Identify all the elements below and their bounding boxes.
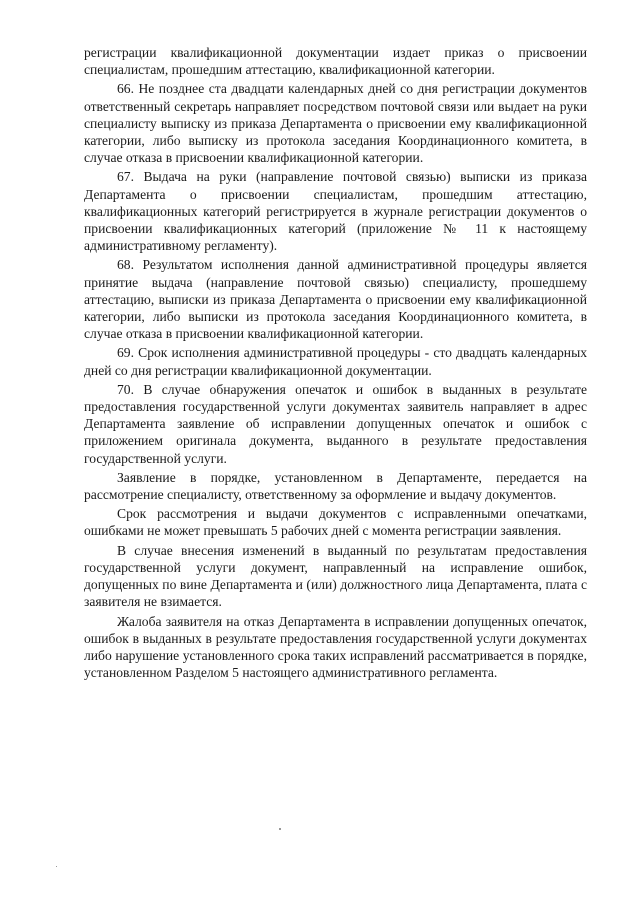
paragraph-69: 69. Срок исполнения административной процедуры - сто двадцать календарных дней со дня регистрации квалификационной документации. [84,345,587,378]
paragraph-70: 70. В случае обнаружения опечаток и ошибок в выданных в результате предоставления государственной услуги документах заявитель направляет в адрес Департамента заявление об исправлении допущенных опечаток и ошибок с приложением оригинала документа, выданного в результате предоставления государственной услуги. [84,381,587,466]
paragraph-complaint: Жалоба заявителя на отказ Департамента в исправлении допущенных опечаток, ошибок в выданных в результате предоставления государственной услуги документах либо нарушение установленного срока таких исправлений рассматривается в порядке, установленном Разделом 5 настоящего административного регламента. [84,613,587,681]
paragraph-no-fee: В случае внесения изменений в выданный по результатам предоставления государственной услуги документ, направленный на исправление ошибок, допущенных по вине Департамента и (или) должностного лица Департамента, плата с заявителя не взимается. [84,542,587,610]
paragraph-67: 67. Выдача на руки (направление почтовой связью) выписки из приказа Департамента о присвоении специалистам, прошедшим аттестацию, квалификационных категорий регистрируется в журнале регистрации документов о присвоении квалификационных категорий (приложение № 11 к настоящему административному регламенту). [84,169,587,254]
paragraph-review-period: Срок рассмотрения и выдачи документов с исправленными опечатками, ошибками не может превышать 5 рабочих дней с момента регистрации заявления. [84,506,587,539]
scan-speck [56,866,57,867]
paragraph-68: 68. Результатом исполнения данной административной процедуры является принятие выдача (направление почтовой связью) специалисту, прошедшему аттестацию, выписки из приказа Департамента о присвоении ему квалификационной категории, либо выписки из протокола заседания Координационного комитета, в случае отказа в присвоении квалификационной категории. [84,257,587,342]
paragraph-66: 66. Не позднее ста двадцати календарных дней со дня регистрации документов ответственный секретарь направляет посредством почтовой связи или выдает на руки специалисту выписку из приказа Департамента о присвоении ему квалификационной категории, либо выписку из протокола заседания Координационного комитета, в случае отказа в присвоении квалификационной категории. [84,81,587,166]
scan-speck [279,828,281,830]
document-body [84,44,587,683]
paragraph-continuation: регистрации квалификационной документации издает приказ о присвоении специалистам, прошедшим аттестацию, квалификационной категории. [84,45,587,78]
paragraph-application: Заявление в порядке, установленном в Департаменте, передается на рассмотрение специалисту, ответственному за оформление и выдачу документов. [84,469,587,503]
